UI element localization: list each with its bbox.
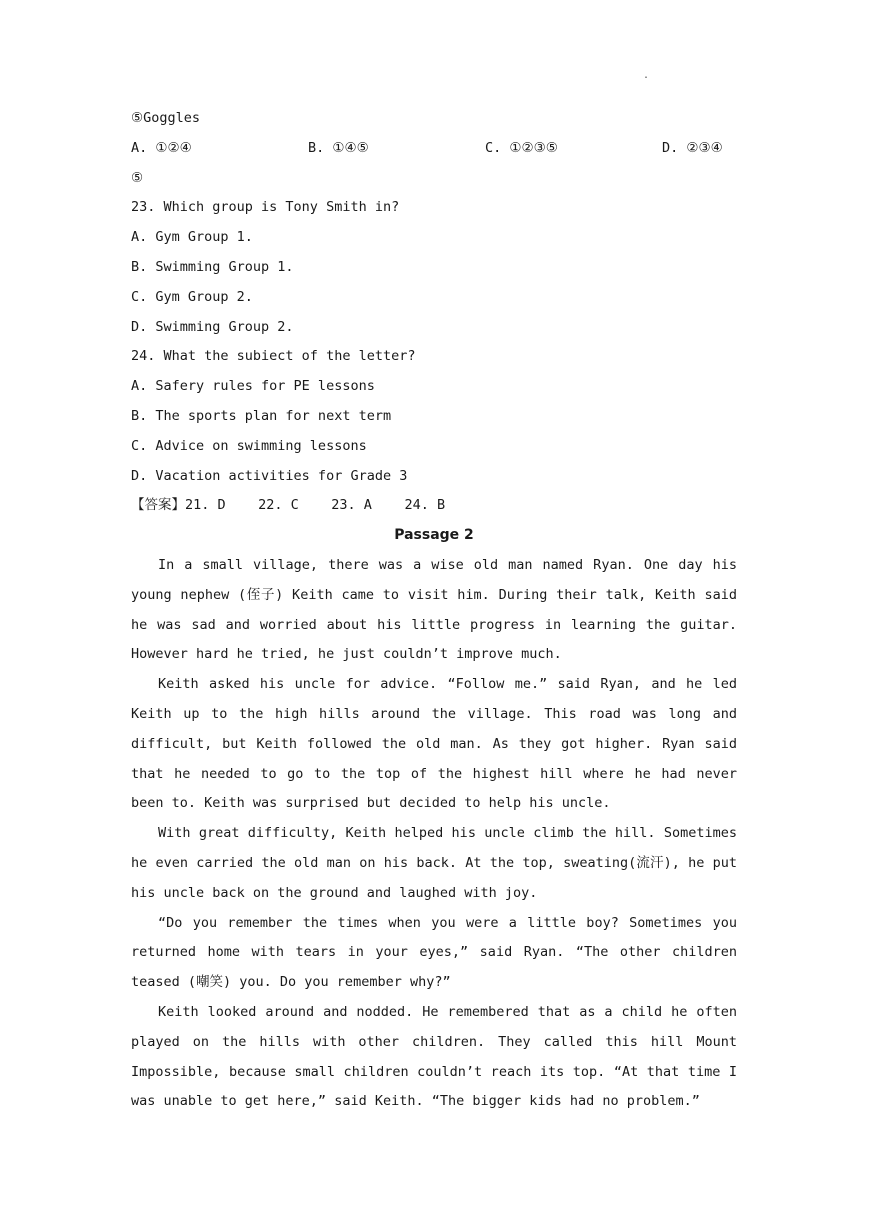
q22-choice-a: A. ①②④ [131, 139, 192, 156]
header-dot: . [643, 70, 650, 81]
paragraph: “Do you remember the times when you were a little boy? Sometimes you returned home with tears in your eyes,” said Ryan. “The other children teased (嘲笑) you. Do you remember why?” [131, 914, 737, 991]
q24-choice-b: B. The sports plan for next term [131, 407, 392, 424]
answer-key: 【答案】21. D 22. C 23. A 24. B [131, 497, 446, 514]
q24-choice-a: A. Safery rules for PE lessons [131, 378, 375, 395]
q23-stem: 23. Which group is Tony Smith in? [131, 199, 400, 216]
q24-choice-d: D. Vacation activities for Grade 3 [131, 467, 408, 484]
q22-option-5: ⑤Goggles [131, 110, 200, 126]
q23-choice-b: B. Swimming Group 1. [131, 258, 294, 275]
document-body [131, 104, 737, 1117]
paragraph: Keith looked around and nodded. He remembered that as a child he often played on the hills with other children. They called this hill Mount Impossible, because small children couldn’t reach its top. “At that time I was unable to get here,” said Keith. “The bigger kids had no problem.” [131, 1003, 737, 1110]
paragraph: In a small village, there was a wise old man named Ryan. One day his young nephew (侄子) Keith came to visit him. During their talk, Keith said he was sad and worried about his little progress in learning the guitar. However hard he tried, he just couldn’t improve much. [131, 556, 737, 663]
q22-choice-d: D. ②③④ [662, 139, 723, 156]
q22-choices [131, 134, 737, 164]
passage-title: Passage 2 [394, 527, 474, 544]
q22-choice-b: B. ①④⑤ [308, 139, 369, 156]
q23-choice-a: A. Gym Group 1. [131, 229, 253, 246]
q22-choice-d-wrap: ⑤ [131, 169, 144, 186]
q22-choice-c: C. ①②③⑤ [485, 139, 558, 156]
q23-choice-c: C. Gym Group 2. [131, 288, 253, 305]
paragraph: Keith asked his uncle for advice. “Follow me.” said Ryan, and he led Keith up to the high hills around the village. This road was long and difficult, but Keith followed the old man. As they got higher. Ryan said that he needed to go to the top of the highest hill where he had never been to. Keith was surprised but decided to help his uncle. [131, 676, 737, 812]
passage-body [131, 551, 737, 1117]
q24-choice-c: C. Advice on swimming lessons [131, 437, 367, 454]
q24-stem: 24. What the subiect of the letter? [131, 348, 416, 365]
q23-choice-d: D. Swimming Group 2. [131, 318, 294, 335]
paragraph: With great difficulty, Keith helped his uncle climb the hill. Sometimes he even carried the old man on his back. At the top, sweating(流汗), he put his uncle back on the ground and laughed with joy. [131, 825, 737, 901]
